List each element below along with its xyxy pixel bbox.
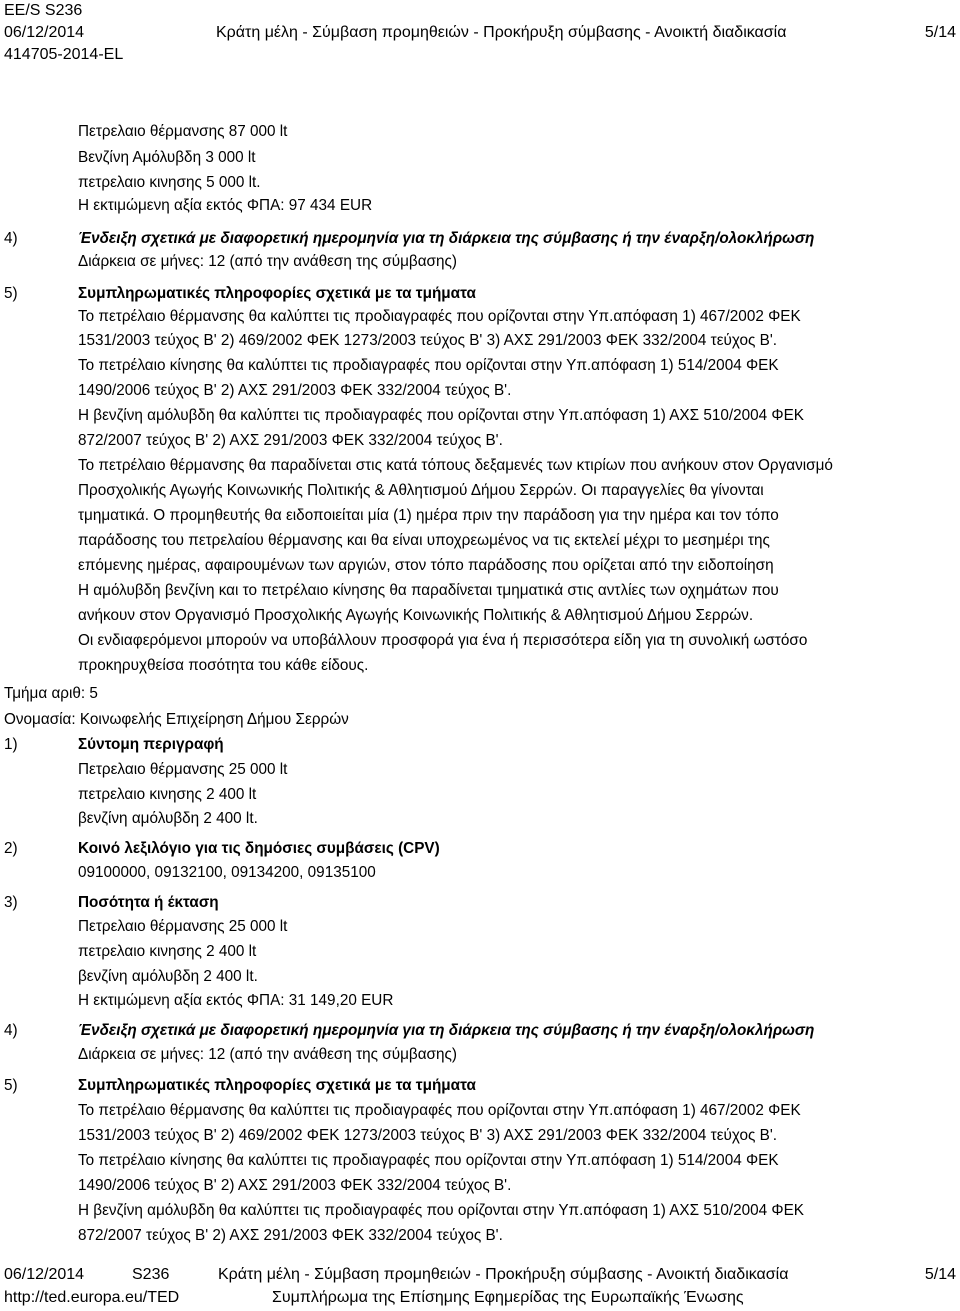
lot4-info-line: προκηρυχθείσα ποσότητα του κάθε είδους. — [78, 657, 369, 674]
lot4-estimated-value: Η εκτιμώμενη αξία εκτός ΦΠΑ: 97 434 EUR — [78, 197, 373, 214]
lot4-info-line: τμηματικά. Ο προμηθευτής θα ειδοποιείται μία (1) ημέρα πριν την παράδοση για την ημέρα και τον τόπο — [78, 507, 779, 524]
lot5-section4-number: 4) — [4, 1022, 18, 1039]
lot5-quantity-line: Πετρελαιο θέρμανσης 25 000 lt — [78, 918, 288, 935]
lot5-cpv-codes: 09100000, 09132100, 09134200, 09135100 — [78, 864, 376, 881]
footer-date: 06/12/2014 — [4, 1266, 85, 1283]
footer-page-number: 5/14 — [924, 1266, 956, 1283]
lot5-info-line: Το πετρέλαιο θέρμανσης θα καλύπτει τις προδιαγραφές που ορίζονται στην Υπ.απόφαση 1) 467/2002 ΦΕΚ — [78, 1102, 801, 1119]
lot5-info-line: 1531/2003 τεύχος Β' 2) 469/2002 ΦΕΚ 1273/2003 τεύχος Β' 3) ΑΧΣ 291/2003 ΦΕΚ 332/2004 τεύχος Β'. — [78, 1127, 778, 1144]
lot5-estimated-value: Η εκτιμώμενη αξία εκτός ΦΠΑ: 31 149,20 EUR — [78, 992, 394, 1009]
footer-row — [4, 1263, 956, 1286]
lot4-info-line: επόμενης ημέρας, αφαιρουμένων των αργιών, στον τόπο παράδοσης που ορίζεται από την ειδοποίηση — [78, 557, 774, 574]
lot5-section3-heading: Ποσότητα ή έκταση — [78, 894, 219, 911]
lot5-quantity-line: βενζίνη αμόλυβδη 2 400 lt. — [78, 968, 258, 985]
lot5-info-line: Το πετρέλαιο κίνησης θα καλύπτει τις προδιαγραφές που ορίζονται στην Υπ.απόφαση 1) 514/2004 ΦΕΚ — [78, 1152, 779, 1169]
lot4-info-line: Το πετρέλαιο κίνησης θα καλύπτει τις προδιαγραφές που ορίζονται στην Υπ.απόφαση 1) 514/2004 ΦΕΚ — [78, 357, 779, 374]
lot4-duration: Διάρκεια σε μήνες: 12 (από την ανάθεση της σύμβασης) — [78, 253, 457, 270]
lot5-section4-heading: Ένδειξη σχετικά με διαφορετική ημερομηνία για τη διάρκεια της σύμβασης ή την έναρξη/ολοκλήρωση — [78, 1022, 815, 1039]
footer-url-link[interactable]: http://ted.europa.eu/TED — [4, 1289, 180, 1306]
lot5-section1-heading: Σύντομη περιγραφή — [78, 736, 224, 753]
lot5-duration: Διάρκεια σε μήνες: 12 (από την ανάθεση της σύμβασης) — [78, 1046, 457, 1063]
lot5-info-line: 872/2007 τεύχος Β' 2) ΑΧΣ 291/2003 ΦΕΚ 332/2004 τεύχος Β'. — [78, 1227, 503, 1244]
lot4-info-line: 1531/2003 τεύχος Β' 2) 469/2002 ΦΕΚ 1273/2003 τεύχος Β' 3) ΑΧΣ 291/2003 ΦΕΚ 332/2004 τεύχος Β'. — [78, 332, 778, 349]
lot4-qty-line: Βενζίνη Αμόλυβδη 3 000 lt — [78, 149, 256, 166]
lot4-info-line: Οι ενδιαφερόμενοι μπορούν να υποβάλλουν προσφορά για ένα ή περισσότερα είδη για τη συνολική ωστόσο — [78, 632, 808, 649]
footer-row — [4, 1286, 956, 1309]
lot4-section5-heading: Συμπληρωματικές πληροφορίες σχετικά με τα τμήματα — [78, 285, 476, 302]
lot4-qty-line: πετρελαιο κινησης 5 000 lt. — [78, 174, 261, 191]
lot5-description-line: Πετρελαιο θέρμανσης 25 000 lt — [78, 761, 288, 778]
footer-title: Κράτη μέλη - Σύμβαση προμηθειών - Προκήρυξη σύμβασης - Ανοικτή διαδικασία — [218, 1266, 789, 1283]
lot4-info-line: 872/2007 τεύχος Β' 2) ΑΧΣ 291/2003 ΦΕΚ 332/2004 τεύχος Β'. — [78, 432, 503, 449]
lot4-info-line: Το πετρέλαιο θέρμανσης θα παραδίνεται στις κατά τόπους δεξαμενές των κτιρίων που ανήκουν στον Οργανισμό — [78, 457, 833, 474]
lot4-section4-number: 4) — [4, 230, 18, 247]
header-series: EE/S S236 — [4, 2, 83, 19]
lot4-info-line: 1490/2006 τεύχος Β' 2) ΑΧΣ 291/2003 ΦΕΚ 332/2004 τεύχος Β'. — [78, 382, 512, 399]
lot5-section5-heading: Συμπληρωματικές πληροφορίες σχετικά με τα τμήματα — [78, 1077, 476, 1094]
page-footer — [4, 1263, 956, 1309]
lot5-section1-number: 1) — [4, 736, 18, 753]
lot4-info-line: ανήκουν στον Οργανισμό Προσχολικής Αγωγής Κοινωνικής Πολιτικής & Αθλητισμού Δήμου Σερρών. — [78, 607, 754, 624]
lot4-info-line: Το πετρέλαιο θέρμανσης θα καλύπτει τις προδιαγραφές που ορίζονται στην Υπ.απόφαση 1) 467/2002 ΦΕΚ — [78, 308, 801, 325]
lot5-quantity-line: πετρελαιο κινησης 2 400 lt — [78, 943, 257, 960]
lot5-number: Τμήμα αριθ: 5 — [4, 685, 98, 702]
lot4-info-line: παράδοσης του πετρελαίου θέρμανσης και θα είναι υποχρεωμένος να τις εκτελεί μέχρι το μεσημέρι της — [78, 532, 770, 549]
lot5-name: Ονομασία: Κοινωφελής Επιχείρηση Δήμου Σερρών — [4, 711, 349, 728]
footer-subtitle: Συμπλήρωμα της Επίσημης Εφημερίδας της Ευρωπαϊκής Ένωσης — [272, 1289, 744, 1306]
lot5-description-line: πετρελαιο κινησης 2 400 lt — [78, 786, 257, 803]
lot4-info-line: Η βενζίνη αμόλυβδη θα καλύπτει τις προδιαγραφές που ορίζονται στην Υπ.απόφαση 1) ΑΧΣ 510/2004 ΦΕΚ — [78, 407, 804, 424]
lot5-section2-heading: Κοινό λεξιλόγιο για τις δημόσιες συμβάσεις (CPV) — [78, 840, 440, 857]
lot4-info-line: Προσχολικής Αγωγής Κοινωνικής Πολιτικής & Αθλητισμού Δήμου Σερρών. Οι παραγγελίες θα γίνονται — [78, 482, 764, 499]
lot5-section5-number: 5) — [4, 1077, 18, 1094]
lot4-section4-heading: Ένδειξη σχετικά με διαφορετική ημερομηνία για τη διάρκεια της σύμβασης ή την έναρξη/ολοκλήρωση — [78, 230, 815, 247]
lot5-section2-number: 2) — [4, 840, 18, 857]
page-header — [4, 0, 956, 66]
lot4-section5-number: 5) — [4, 285, 18, 302]
header-doc-id: 414705-2014-EL — [4, 46, 124, 63]
lot4-info-line: Η αμόλυβδη βενζίνη και το πετρέλαιο κίνησης θα παραδίνεται τμηματικά στις αντλίες των οχημάτων που — [78, 582, 779, 599]
lot5-info-line: Η βενζίνη αμόλυβδη θα καλύπτει τις προδιαγραφές που ορίζονται στην Υπ.απόφαση 1) ΑΧΣ 510/2004 ΦΕΚ — [78, 1202, 804, 1219]
footer-series: S236 — [132, 1266, 170, 1283]
header-date: 06/12/2014 — [4, 24, 85, 41]
lot5-description-line: βενζίνη αμόλυβδη 2 400 lt. — [78, 810, 258, 827]
lot5-section3-number: 3) — [4, 894, 18, 911]
header-row — [4, 22, 956, 44]
header-title: Κράτη μέλη - Σύμβαση προμηθειών - Προκήρυξη σύμβασης - Ανοικτή διαδικασία — [216, 24, 787, 41]
lot4-qty-line: Πετρελαιο θέρμανσης 87 000 lt — [78, 123, 288, 140]
header-page-number: 5/14 — [924, 24, 956, 41]
lot5-info-line: 1490/2006 τεύχος Β' 2) ΑΧΣ 291/2003 ΦΕΚ 332/2004 τεύχος Β'. — [78, 1177, 512, 1194]
